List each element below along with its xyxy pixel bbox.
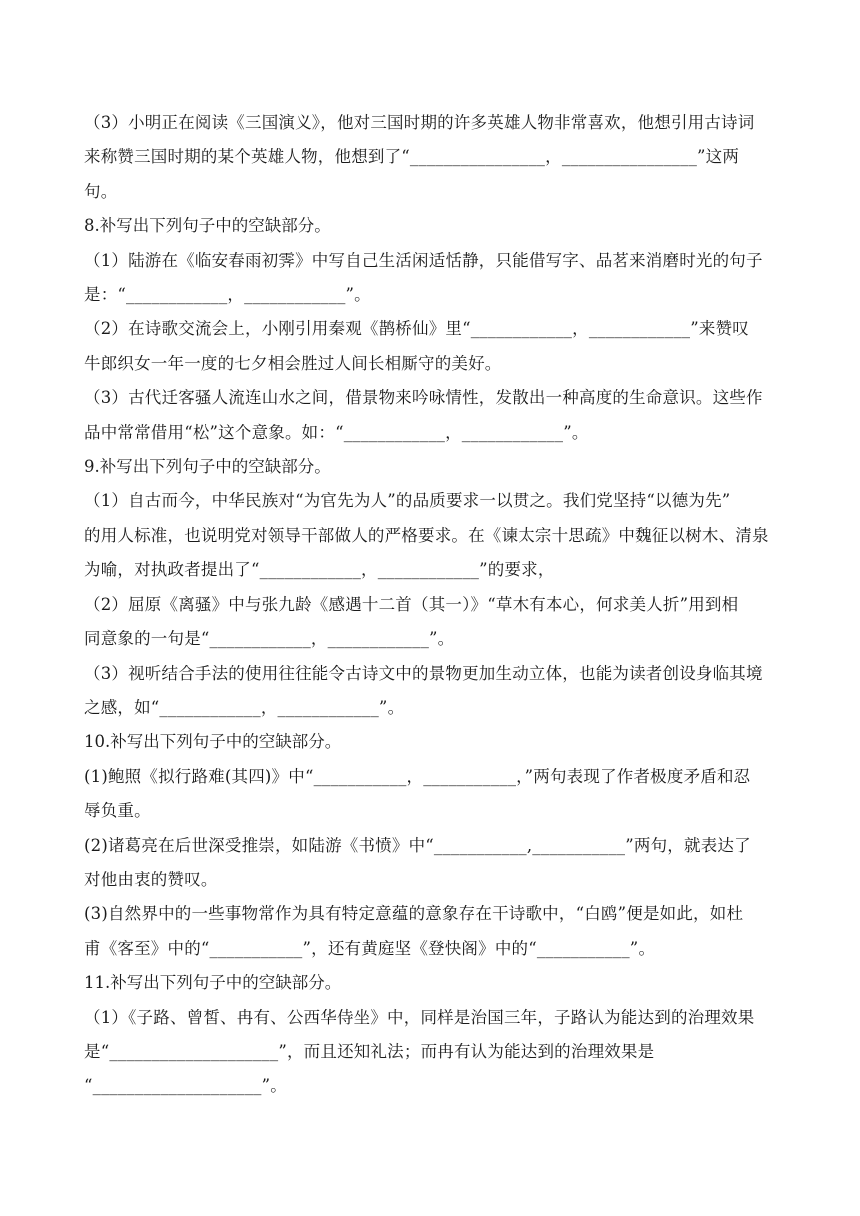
q8-1-line-2: 是：“____________，____________”。 xyxy=(84,285,371,305)
q8-3-line-2: 品中常常借用“松”这个意象。如：“____________，____________”。 xyxy=(84,422,589,442)
q8-3-line-1: （3）古代迁客骚人流连山水之间，借景物来吟咏情性，发散出一种高度的生命意识。这些作 xyxy=(84,388,763,408)
q11-heading: 11.补写出下列句子中的空缺部分。 xyxy=(84,973,342,993)
q10-2-line-2: 对他由衷的赞叹。 xyxy=(84,869,218,889)
q11-1-line-1: （1）《子路、曾皙、冉有、公西华侍坐》中，同样是治国三年，子路认为能达到的治理效果 xyxy=(84,1007,755,1027)
q10-2-line-1: (2)诸葛亮在后世深受推崇，如陆游《书愤》中“___________,___________”两句，就表达了 xyxy=(84,835,751,855)
q10-3-line-2: 甫《客至》中的“___________”，还有黄庭坚《登快阁》中的“___________”。 xyxy=(84,938,656,958)
q9-heading: 9.补写出下列句子中的空缺部分。 xyxy=(84,457,331,477)
q7-3-line-2: 来称赞三国时期的某个英雄人物，他想到了“________________，________________”这两 xyxy=(84,147,740,167)
q11-1-line-3: “____________________”。 xyxy=(84,1076,287,1096)
q10-heading: 10.补写出下列句子中的空缺部分。 xyxy=(84,732,342,752)
q8-2-line-1: （2）在诗歌交流会上，小刚引用秦观《鹊桥仙》里“____________，____________”来赞叹 xyxy=(84,319,749,339)
document-page xyxy=(84,106,792,1104)
q11-1-line-2: 是“____________________”，而且还知礼法；而冉有认为能达到的治理效果是 xyxy=(84,1041,655,1061)
q9-2-line-1: （2）屈原《离骚》中与张九龄《感遇十二首（其一）》“草木有本心，何求美人折”用到相 xyxy=(84,594,739,614)
q9-1-line-1: （1）自古而今，中华民族对“为官先为人”的品质要求一以贯之。我们党坚持“以德为先” xyxy=(84,491,731,511)
q9-3-line-1: （3）视听结合手法的使用往往能令古诗文中的景物更加生动立体，也能为读者创设身临其境 xyxy=(84,663,763,683)
q10-3-line-1: (3)自然界中的一些事物常作为具有特定意蕴的意象存在干诗歌中，“白鸥”便是如此，如杜 xyxy=(84,904,744,924)
q8-1-line-1: （1）陆游在《临安春雨初霁》中写自己生活闲适恬静，只能借写字、品茗来消磨时光的句子 xyxy=(84,250,763,270)
q7-3-line-3: 句。 xyxy=(84,181,118,201)
q10-1-line-1: (1)鲍照《拟行路难(其四)》中“___________，___________，”两句表现了作者极度矛盾和忍 xyxy=(84,766,751,786)
q9-2-line-2: 同意象的一句是“____________，____________”。 xyxy=(84,629,455,649)
q9-1-line-2: 的用人标准，也说明党对领导干部做人的严格要求。在《谏太宗十思疏》中魏征以树木、清泉 xyxy=(84,525,769,545)
q7-3-line-1: （3）小明正在阅读《三国演义》，他对三国时期的许多英雄人物非常喜欢，他想引用古诗词 xyxy=(84,113,755,132)
q9-1-line-3: 为喻，对执政者提出了“____________，____________”的要求， xyxy=(84,560,555,580)
q8-2-line-2: 牛郎织女一年一度的七夕相会胜过人间长相厮守的美好。 xyxy=(84,353,502,373)
q8-heading: 8.补写出下列句子中的空缺部分。 xyxy=(84,216,331,236)
q10-1-line-2: 辱负重。 xyxy=(84,801,151,821)
q9-3-line-2: 之感，如“____________，____________”。 xyxy=(84,697,405,717)
